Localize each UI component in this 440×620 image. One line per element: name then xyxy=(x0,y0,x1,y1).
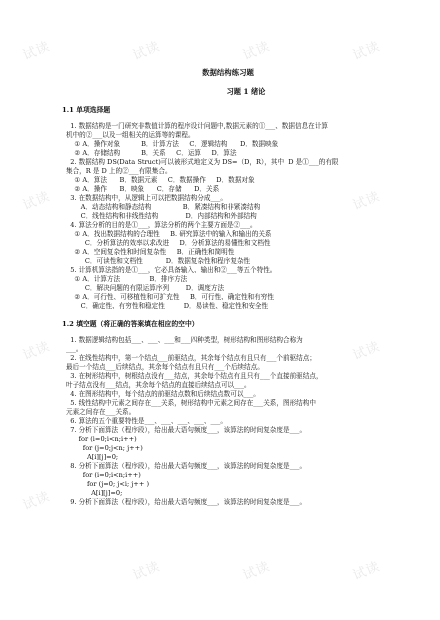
option-line: ② A．存储结构 B．关系 C．运算 D．算法 xyxy=(66,149,237,157)
watermark: 试读 xyxy=(130,39,163,64)
option-line: A．动态结构和静态结构 B．紧凑结构和非紧凑结构 xyxy=(66,203,261,211)
code-line: for (j=0; j<i; j++ ) xyxy=(66,480,150,488)
code-line: A[i][j]=0; xyxy=(66,489,123,497)
watermark: 试读 xyxy=(20,339,53,364)
option-line: C．确定性、有穷性和稳定性 D．易读性、稳定性和安全性 xyxy=(66,302,269,310)
question-line: 5. 线性结构中元素之间存在___关系，树形结构中元素之间存在___关系，图形结构中 xyxy=(66,399,316,407)
question-line: 1. 数据逻辑结构包括___、___、___和___四种类型，树形结构和图形结构合称为 xyxy=(66,336,303,344)
watermark: 试读 xyxy=(20,489,53,514)
question-line: 1. 数据结构是一门研究非数值计算的程序设计问题中,数据元素的①___、数据信息在计算 xyxy=(66,122,328,130)
question-line: 集合，R 是 D 上的②___有限集合。 xyxy=(66,167,172,175)
chapter-heading: 习题 1 绪论 xyxy=(226,87,266,96)
watermark: 试读 xyxy=(20,189,53,214)
question-line: 9. 分析下面算法（程序段），给出最大语句频度___，该算法的时间复杂度是___。 xyxy=(66,498,307,506)
question-line: 叶子结点没有___结点，其余每个结点的直接后续结点可以___。 xyxy=(66,381,251,389)
option-line: ② A．可行性、可移植性和可扩充性 B．可行性、确定性和有穷性 xyxy=(66,293,274,301)
question-line: ___。 xyxy=(66,345,83,353)
section-heading: 1.1 单项选择题 xyxy=(62,106,111,114)
option-line: C．分析算法的效率以求改进 D．分析算法的易懂性和文档性 xyxy=(66,239,271,247)
question-line: 6. 算法的五个重要特性是___、___、___、___、___。 xyxy=(66,417,227,425)
question-line: 2. 在线性结构中，第一个结点___前驱结点，其余每个结点有且只有___个前驱结点； xyxy=(66,354,316,362)
code-line: A[i][j]=0; xyxy=(66,453,119,461)
watermark: 试读 xyxy=(350,189,383,214)
question-line: 2. 数据结构 DS(Data Struct)可以被形式地定义为 DS=（D，R），其中 D 是①___的有限 xyxy=(66,158,339,166)
question-line: 机中的②___以及一组相关的运算等的课程。 xyxy=(66,131,195,139)
option-line: ① A．计算方法 B．排序方法 xyxy=(66,275,188,283)
question-line: 3. 在数据结构中，从逻辑上可以把数据结构分成___。 xyxy=(66,194,227,202)
document-body xyxy=(62,68,382,507)
question-line: 3. 在树形结构中，树根结点没有___结点，其余每个结点有且只有___个直接前驱结点， xyxy=(66,372,323,380)
watermark: 试读 xyxy=(350,339,383,364)
question-line: 5. 计算机算法指的是①___，它必具备输入、输出和②___等五个特性。 xyxy=(66,266,277,274)
watermark: 试读 xyxy=(130,559,163,584)
section-heading: 1.2 填空题（将正确的答案填在相应的空中） xyxy=(62,320,199,328)
watermark: 试读 xyxy=(240,39,273,64)
watermark: 试读 xyxy=(240,559,273,584)
code-line: for (i=0;i<n;i++) xyxy=(66,435,137,443)
watermark: 试读 xyxy=(350,39,383,64)
option-line: C．解决问题的有限运算序列 D．调度方法 xyxy=(66,284,225,292)
fill-in-questions xyxy=(66,336,382,507)
question-line: 最后一个结点___后续结点，其余每个结点有且只有___个后续结点。 xyxy=(66,363,264,371)
document-title: 数据结构练习题 xyxy=(202,68,254,77)
question-line: 4. 算法分析的目的是①___，算法分析的两个主要方面是②___。 xyxy=(66,221,257,229)
question-line: 7. 分析下面算法（程序段），给出最大语句频度___，该算法的时间复杂度是___。 xyxy=(66,426,307,434)
option-line: ① A．算法 B．数据元素 C．数据操作 D．数据对象 xyxy=(66,176,255,184)
option-line: ① A．操作对象 B．计算方法 C．逻辑结构 D．数据映象 xyxy=(66,140,279,148)
option-line: C．可读性和文档性 D．数据复杂性和程序复杂性 xyxy=(66,257,251,265)
option-line: ② A．操作 B．映象 C．存储 D．关系 xyxy=(66,185,220,193)
watermark: 试读 xyxy=(20,39,53,64)
question-line: 8. 分析下面算法（程序段），给出最大语句频度___，该算法的时间复杂度是___。 xyxy=(66,462,307,470)
code-line: for (j=0;j<n; j++) xyxy=(66,444,143,452)
multiple-choice-questions xyxy=(66,122,382,311)
watermark: 试读 xyxy=(350,559,383,584)
question-line: 4. 在图形结构中，每个结点的前驱结点数和后续结点数可以___。 xyxy=(66,390,260,398)
code-line: for (i=0;i<n;i++) xyxy=(66,471,141,479)
option-line: ② A．空间复杂性和时间复杂性 B．正确性和简明性 xyxy=(66,248,235,256)
option-line: C．线性结构和非线性结构 D．内部结构和外部结构 xyxy=(66,212,257,220)
option-line: ① A．找出数据结构的合理性 B. 研究算法中的输入和输出的关系 xyxy=(66,230,272,238)
question-line: 元素之间存在___关系。 xyxy=(66,408,136,416)
